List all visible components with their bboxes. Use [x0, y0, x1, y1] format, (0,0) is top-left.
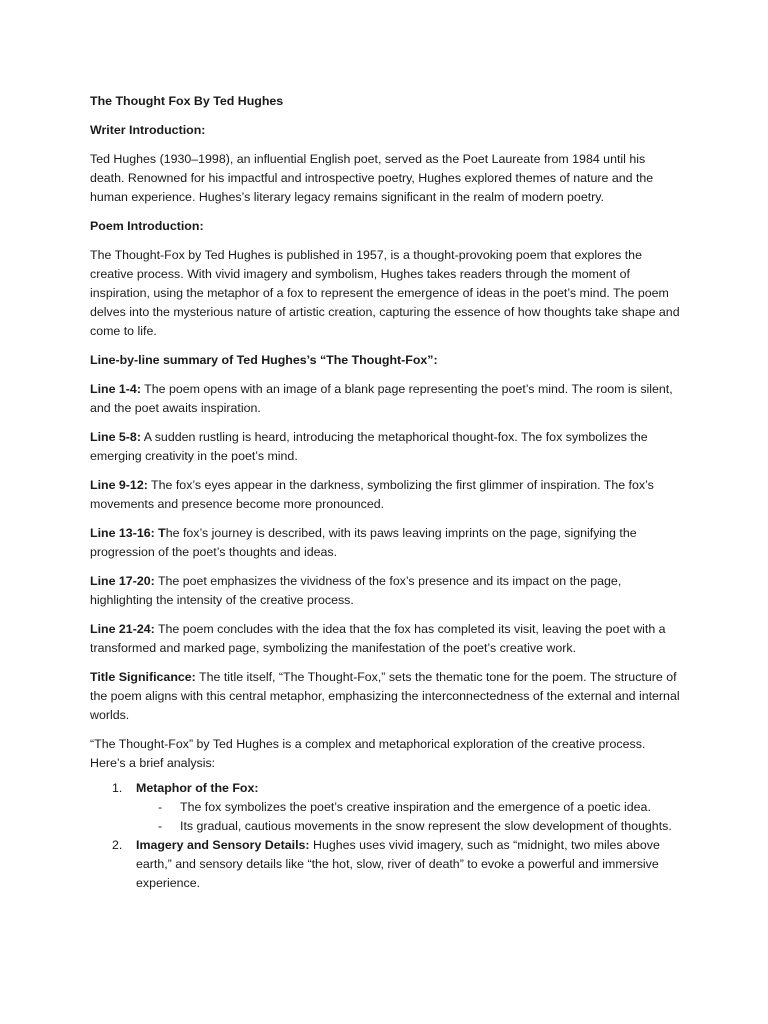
- summary-paragraph: [90, 380, 680, 418]
- sub-bullet: [136, 798, 680, 817]
- summary-paragraph: [90, 524, 680, 562]
- summary-heading: Line-by-line summary of Ted Hughes’s “The Thought-Fox”:: [90, 353, 438, 367]
- summary-label: Title Significance:: [90, 670, 196, 684]
- sub-bullet-list: [136, 798, 680, 836]
- writer-intro-text: Ted Hughes (1930–1998), an influential English poet, served as the Poet Laureate from 1984 until his death. Renowned for his impactful and introspective poetry, Hughes explored themes of nature and the human experience. Hughes’s literary legacy remains significant in the realm of modern poetry.: [90, 152, 654, 204]
- summary-label: Line 5-8:: [90, 430, 141, 444]
- analysis-item-heading: Imagery and Sensory Details:: [136, 838, 310, 852]
- summary-paragraph: [90, 572, 680, 610]
- summary-label: Line 1-4:: [90, 382, 141, 396]
- summary-label: Line 21-24:: [90, 622, 155, 636]
- dash-marker: -: [158, 800, 163, 814]
- summary-paragraph: [90, 620, 680, 658]
- summary-text: The title itself, “The Thought-Fox,” sets the thematic tone for the poem. The structure of the poem aligns with this central metaphor, emphasizing the interconnectedness of the external and internal worlds.: [90, 670, 680, 722]
- summary-text: The poem opens with an image of a blank page representing the poet’s mind. The room is silent, and the poet awaits inspiration.: [90, 382, 673, 415]
- title-significance-paragraph: [90, 668, 680, 725]
- poem-intro-heading: Poem Introduction:: [90, 219, 204, 233]
- analysis-intro: “The Thought-Fox” by Ted Hughes is a complex and metaphorical exploration of the creative process. Here’s a brief analysis:: [90, 737, 646, 770]
- list-number: 1.: [112, 781, 123, 795]
- summary-text: he fox’s journey is described, with its paws leaving imprints on the page, signifying the progression of the poet’s thoughts and ideas.: [90, 526, 637, 559]
- analysis-item: [90, 836, 680, 893]
- summary-paragraph: [90, 428, 680, 466]
- summary-text: The poem concludes with the idea that the fox has completed its visit, leaving the poet with a transformed and marked page, symbolizing the manifestation of the poet’s creative work.: [90, 622, 666, 655]
- summary-paragraph: [90, 476, 680, 514]
- summary-label: Line 9-12:: [90, 478, 148, 492]
- document-page: [90, 92, 680, 893]
- analysis-list: [90, 779, 680, 893]
- list-number: 2.: [112, 838, 123, 852]
- sub-bullet: [136, 817, 680, 836]
- sub-bullet-text: Its gradual, cautious movements in the snow represent the slow development of thoughts.: [180, 819, 672, 833]
- summary-text: The fox’s eyes appear in the darkness, symbolizing the first glimmer of inspiration. The fox’s movements and presence become more pronounced.: [90, 478, 654, 511]
- analysis-item-heading: Metaphor of the Fox:: [136, 781, 259, 795]
- sub-bullet-text: The fox symbolizes the poet’s creative inspiration and the emergence of a poetic idea.: [180, 800, 651, 814]
- summary-label: Line 17-20:: [90, 574, 155, 588]
- analysis-item: [90, 779, 680, 836]
- writer-intro-heading: Writer Introduction:: [90, 123, 206, 137]
- dash-marker: -: [158, 819, 163, 833]
- summary-text: The poet emphasizes the vividness of the fox’s presence and its impact on the page, highlighting the intensity of the creative process.: [90, 574, 622, 607]
- poem-intro-text: The Thought-Fox by Ted Hughes is published in 1957, is a thought-provoking poem that explores the creative process. With vivid imagery and symbolism, Hughes takes readers through the moment of inspiration, using the metaphor of a fox to represent the emergence of ideas in the poet’s mind. The poem delves into the mysterious nature of artistic creation, capturing the essence of how thoughts take shape and come to life.: [90, 248, 680, 338]
- summary-label: Line 13-16: T: [90, 526, 166, 540]
- document-title: The Thought Fox By Ted Hughes: [90, 94, 284, 108]
- analysis-item-text: Hughes uses vivid imagery, such as “midnight, two miles above earth,” and sensory details like “the hot, slow, river of death” to evoke a powerful and immersive experience.: [136, 838, 660, 890]
- summary-text: A sudden rustling is heard, introducing the metaphorical thought-fox. The fox symbolizes the emerging creativity in the poet’s mind.: [90, 430, 648, 463]
